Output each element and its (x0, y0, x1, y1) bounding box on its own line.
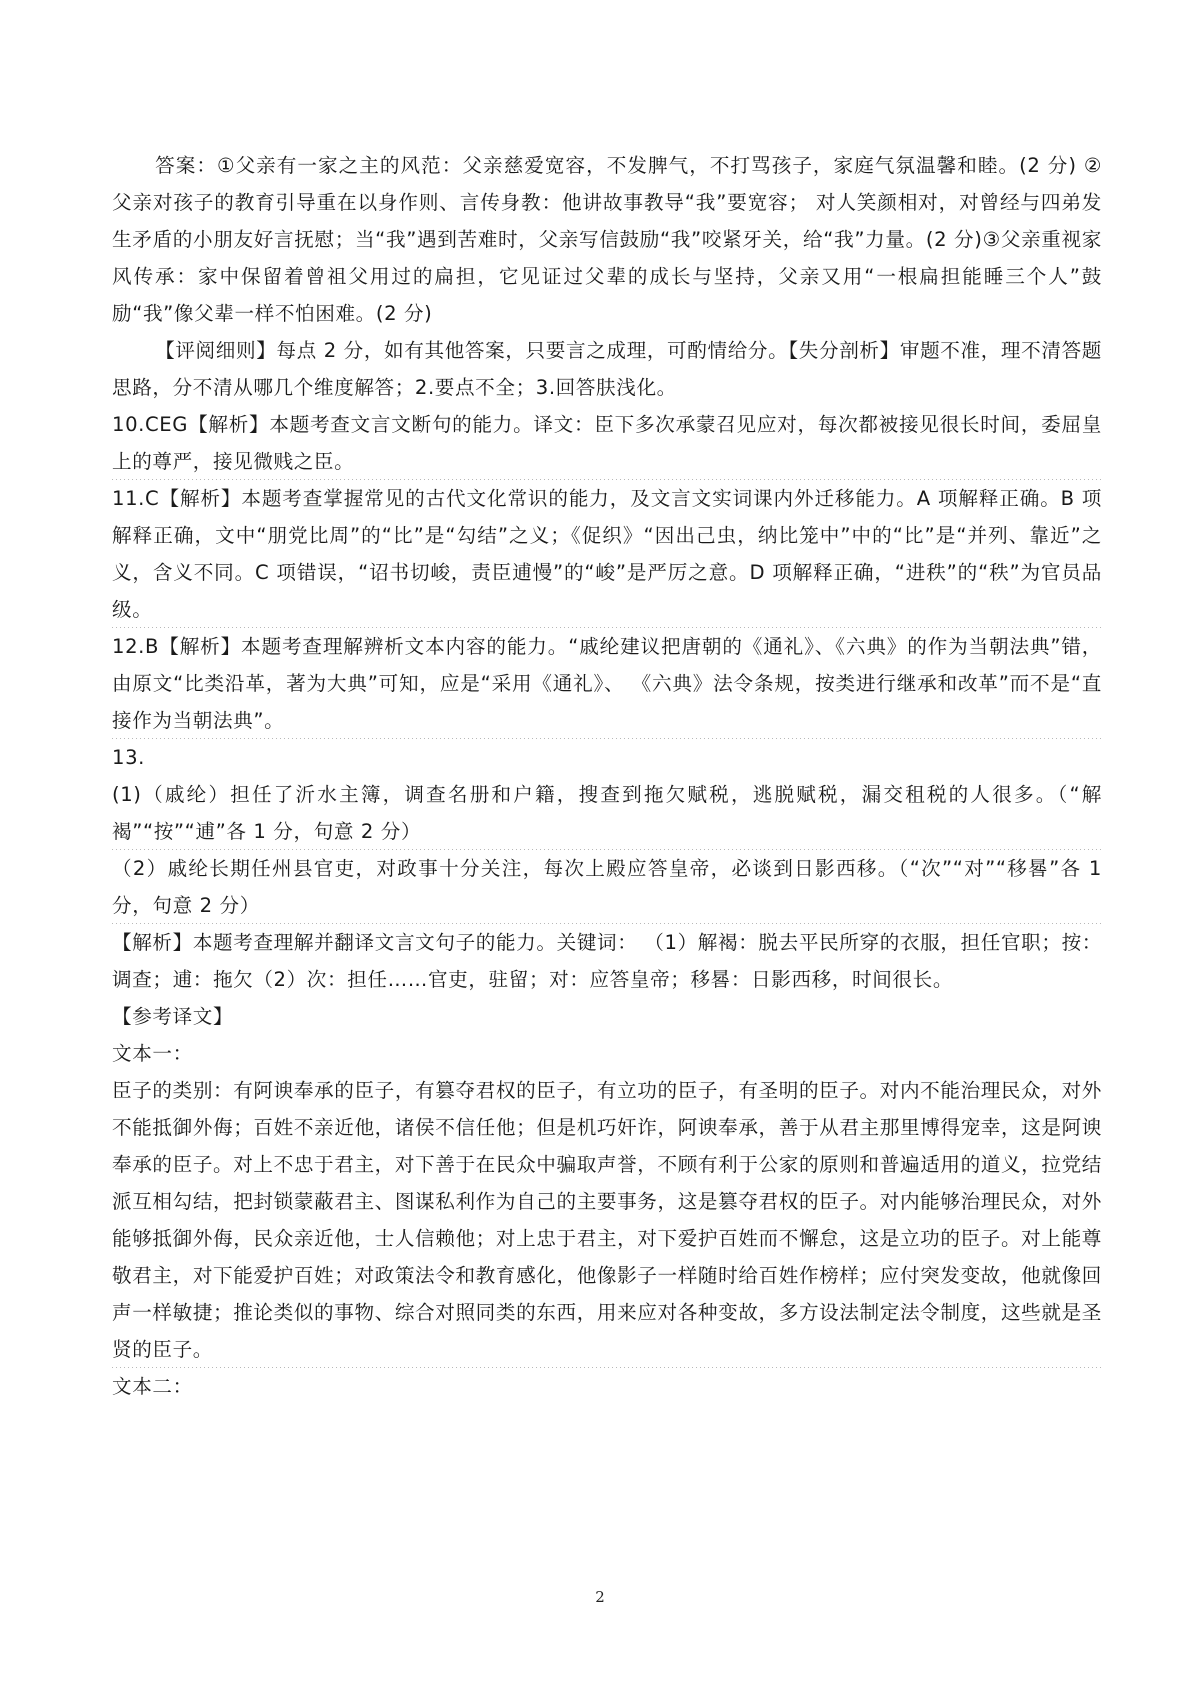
question-13-part-2: （2）戚纶长期任州县官吏，对政事十分关注，每次上殿应答皇帝，必谈到日影西移。（“次”“对”“移晷”各 1 分，句意 2 分） (112, 850, 1102, 924)
question-11-paragraph: 11.C【解析】本题考查掌握常见的古代文化常识的能力，及文言文实词课内外迁移能力。A 项解释正确。B 项解释正确，文中“朋党比周”的“比”是“勾结”之义；《促织》“因出己虫，纳比笼中”中的“比”是“并列、靠近”之义，含义不同。C 项错误，“诏书切峻，责臣逋慢”的“峻”是严厉之意。D 项解释正确，“进秩”的“秩”为官员品级。 (112, 480, 1102, 628)
question-13-heading: 13. (112, 746, 145, 769)
reference-translation-heading: 【参考译文】 (112, 1005, 234, 1028)
grading-rules-paragraph: 【评阅细则】每点 2 分，如有其他答案，只要言之成理，可酌情给分。【失分剖析】审题不准，理不清答题思路，分不清从哪几个维度解答；2.要点不全；3.回答肤浅化。 (112, 339, 1102, 399)
document-body (112, 147, 1102, 1405)
question-12-paragraph: 12.B【解析】本题考查理解辨析文本内容的能力。“戚纶建议把唐朝的《通礼》、《六典》的作为当朝法典”错，由原文“比类沿革，著为大典”可知，应是“采用《通礼》、 《六典》法令条规，按类进行继承和改革”而不是“直接作为当朝法典”。 (112, 628, 1102, 739)
text-one-body: 臣子的类别：有阿谀奉承的臣子，有篡夺君权的臣子，有立功的臣子，有圣明的臣子。对内不能治理民众，对外不能抵御外侮；百姓不亲近他，诸侯不信任他；但是机巧奸诈，阿谀奉承，善于从君主那里博得宠幸，这是阿谀奉承的臣子。对上不忠于君主，对下善于在民众中骗取声誉，不顾有利于公家的原则和普遍适用的道义，拉党结派互相勾结，把封锁蒙蔽君主、图谋私利作为自己的主要事务，这是篡夺君权的臣子。对内能够治理民众，对外能够抵御外侮，民众亲近他，士人信赖他；对上忠于君主，对下爱护百姓而不懈怠，这是立功的臣子。对上能尊敬君主，对下能爱护百姓；对政策法令和教育感化，他像影子一样随时给百姓作榜样；应付突发变故，他就像回声一样敏捷；推论类似的事物、综合对照同类的东西，用来应对各种变故，多方设法制定法令制度，这些就是圣贤的臣子。 (112, 1072, 1102, 1368)
text-one-heading: 文本一： (112, 1042, 193, 1065)
text-two-heading: 文本二： (112, 1375, 193, 1398)
question-13-part-1: (1)（戚纶）担任了沂水主簿，调查名册和户籍，搜查到拖欠赋税，逃脱赋税，漏交租税的人很多。（“解褐”“按”“逋”各 1 分，句意 2 分） (112, 776, 1102, 850)
page-number: 2 (595, 1588, 605, 1606)
question-13-analysis: 【解析】本题考查理解并翻译文言文句子的能力。关键词： （1）解褐：脱去平民所穿的衣服，担任官职；按：调查；逋：拖欠（2）次：担任……官吏，驻留；对：应答皇帝；移晷：日影西移，时间很长。 (112, 931, 1102, 991)
answer-paragraph: 答案：①父亲有一家之主的风范：父亲慈爱宽容，不发脾气，不打骂孩子，家庭气氛温馨和睦。(2 分) ②父亲对孩子的教育引导重在以身作则、言传身教：他讲故事教导“我”要宽容； 对人笑颜相对，对曾经与四弟发生矛盾的小朋友好言抚慰；当“我”遇到苦难时，父亲写信鼓励“我”咬紧牙关，给“我”力量。(2 分)③父亲重视家风传承：家中保留着曾祖父用过的扁担，它见证过父辈的成长与坚持，父亲又用“一根扁担能睡三个人”鼓励“我”像父辈一样不怕困难。(2 分) (112, 154, 1102, 325)
question-10-paragraph: 10.CEG【解析】本题考查文言文断句的能力。译文：臣下多次承蒙召见应对，每次都被接见很长时间，委屈皇上的尊严，接见微贱之臣。 (112, 406, 1102, 480)
